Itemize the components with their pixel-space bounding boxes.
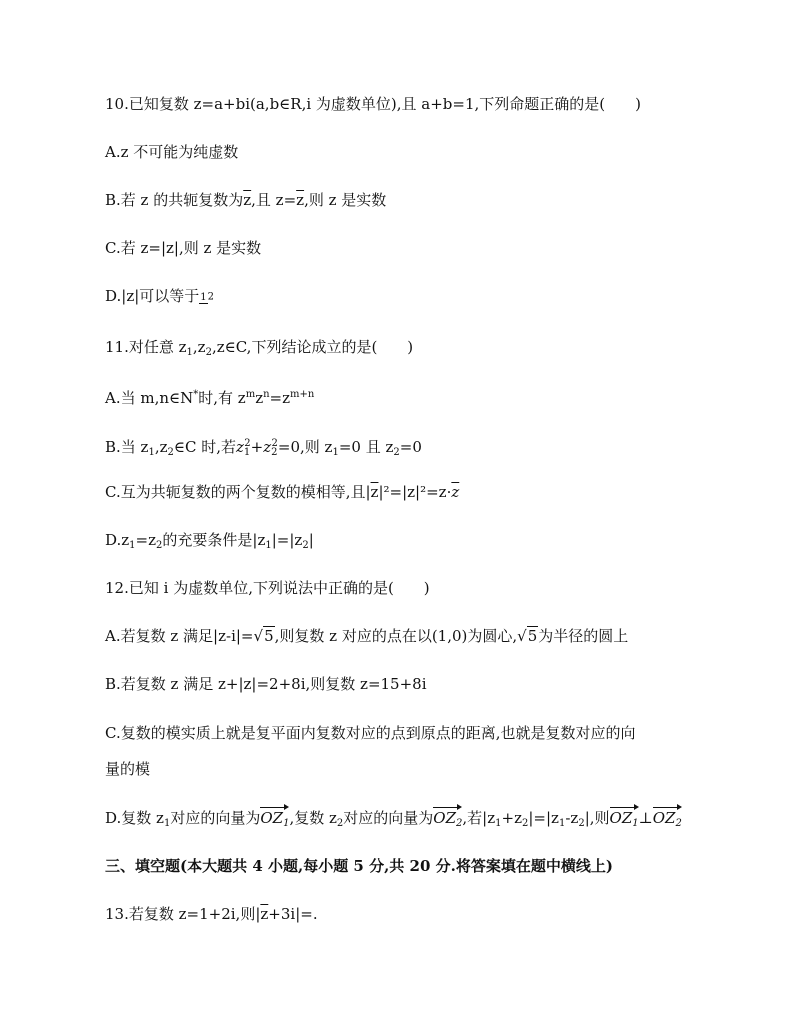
q10-option-c: C.若 z=|z|,则 z 是实数 bbox=[105, 239, 262, 257]
q12-option-a: A.若复数 z 满足|z-i|=√5,则复数 z 对应的点在以(1,0)为圆心,√5为半径的圆上 bbox=[105, 627, 629, 645]
q12-option-c-line1: C.复数的模实质上就是复平面内复数对应的点到原点的距离,也就是复数对应的向 bbox=[105, 724, 636, 742]
q12-option-d: D.复数 $z_1$对应的向量为$OZ_1$,复数 $z_2$对应的向量为$OZ_2$,若$|z_1+z_2|=|z_1-z_2|$,则$OZ_1\perp OZ_2$ bbox=[105, 808, 682, 834]
q12-stem: 12.已知 i 为虚数单位,下列说法中正确的是( ) bbox=[105, 579, 430, 597]
q11-option-c: C.互为共轭复数的两个复数的模相等,且$|\overline{z}|^2=|z|^2=z\cdot\overline{z}$ bbox=[105, 483, 460, 501]
fraction-one-half: 12 bbox=[200, 291, 215, 303]
q12-option-b: B.若复数 z 满足 z+|z|=2+8i,则复数 z=15+8i bbox=[105, 675, 427, 693]
q12-option-c-line2: 量的模 bbox=[105, 760, 151, 778]
sqrt-5: √5 bbox=[253, 627, 274, 645]
q13-stem: 13.若复数 z=1+2i,则$|\overline{z}+3i|=$. bbox=[105, 905, 318, 923]
q11-option-b: B.当 $z_1,z_2\in C$ 时,若$z_1^2+z_2^2=0$,则 $z_1=0$ 且 $z_2=0$ bbox=[105, 438, 422, 458]
q11-option-d: $D.z_1=z_2$的充要条件是$|z_1|=|z_2|$ bbox=[105, 531, 314, 551]
section-3-heading: 三、填空题(本大题共 4 小题,每小题 5 分,共 20 分.将答案填在题中横线上) bbox=[105, 857, 613, 875]
vector-oz1: $OZ_1$ bbox=[610, 806, 639, 827]
q11-stem: 11.对任意 $z_1,z_2,z\in C$,下列结论成立的是( ) bbox=[105, 338, 414, 358]
q10-option-a: A.z 不可能为纯虚数 bbox=[105, 143, 239, 161]
vector-oz2: $OZ_2$ bbox=[653, 806, 682, 827]
q10-option-b: B.若 z 的共轭复数为$\overline{z}$,且 $z=\overline{z}$,则 z 是实数 bbox=[105, 191, 387, 209]
sqrt-5: √5 bbox=[517, 627, 538, 645]
vector-oz1: $OZ_1$ bbox=[260, 806, 289, 827]
vector-oz2: $OZ_2$ bbox=[433, 806, 462, 827]
q10-stem: 10.已知复数 z=a+bi(a,b∈R,i 为虚数单位),且 a+b=1,下列命题正确的是( ) bbox=[105, 95, 641, 113]
q11-option-a: A.当 m,n∈N*时,有 $z^mz^n=z^{m+n}$ bbox=[105, 389, 315, 407]
q10-option-d: D.|z|可以等于12 bbox=[105, 287, 215, 305]
